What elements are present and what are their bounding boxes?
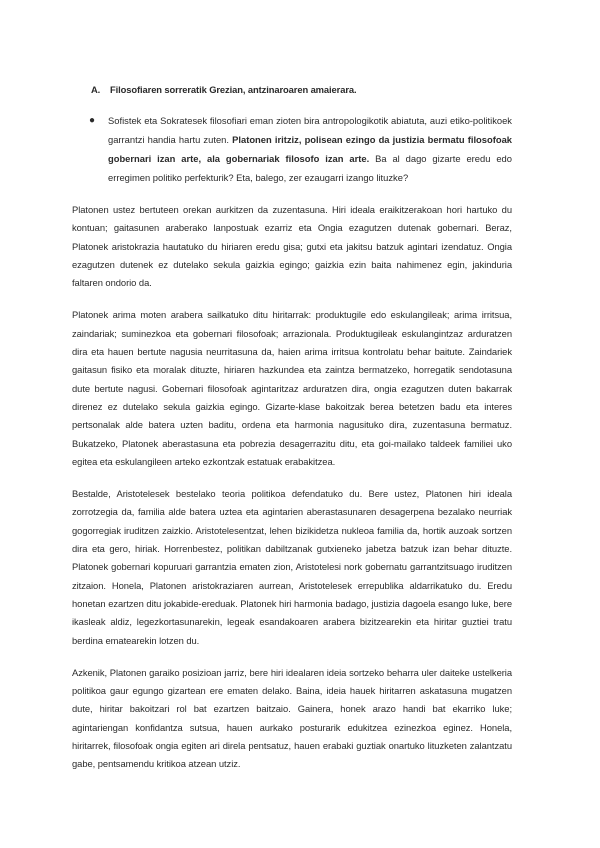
section-title: Filosofiaren sorreratik Grezian, antzinaroaren amaierara.: [110, 84, 357, 95]
bullet-dot-icon: ●: [89, 115, 96, 126]
paragraph-3: Bestalde, Aristotelesek bestelako teoria politikoa defendatuko du. Bere ustez, Platonen hiri ideala zorrotzegia da, familia alde batera uztea eta agintarien aberastasunaren desagerpena bezalako neurriak gogorregiak iruditzen zaizkio. Aristotelesentzat, lehen bizikidetza nukleoa familia da, hortik auzoak sortzen dira eta gero, hiriak. Horrenbestez, politikan dabiltzanak gutxieneko jabetza batzuk izan behar dituzte. Platonek gobernari kopuruari garrantzia ematen zion, Aristotelesi nork gobernatu garrantzitsuago iruditzen zitzaion. Honela, Platonen aristokraziaren aurrean, Aristotelesek errepublika aldarrikatuko du. Eredu honetan ezartzen ditu jokabide-ereduak. Platonek hiri harmonia badago, justizia dagoela esango luke, bere ikasleak aldiz, legezkortasunarekin, legeak esandakoaren arabera bizitzearekin eta hiritar guztiei tratu berdina ematearekin lotzen du.: [72, 488, 512, 646]
question-bold-statement: Platonen iritziz, polisean ezingo da justizia bermatu filosofoak gobernari izan arte, ala gobernariak filosofo izan arte.: [108, 134, 512, 164]
paragraph-1: Platonen ustez bertuteen orekan aurkitzen da zuzentasuna. Hiri ideala eraikitzerakoan hori hartuko du kontuan; gaitasunen araberako lanpostuak ezarriz eta Ongia ezagutzen dutenak gobernari. Beraz, Platonek aristokrazia hautatuko du hiriaren eredu gisa; gutxi eta jakitsu batzuk agintari izendatuz. Ongia ezagutzen dutenek ez dutelako sekula gaizkia egingo; gaizkia ezin baita nahimenez egin, jakinduria faltaren ondorio da.: [72, 204, 512, 289]
section-marker: A.: [91, 84, 101, 95]
paragraph-4: Azkenik, Platonen garaiko posizioan jarriz, bere hiri idealaren ideia sortzeko beharra uler daiteke ustelkeria politikoa gaur egungo gizartean ere ematen delako. Baina, ideia hauek hiritarren askatasuna mugatzen dute, hiritar bakoitzari rol bat ezartzen baitzaio. Gainera, honek arazo handi bat ekarriko luke; agintariengan konfidantza sutsua, hauen aurkako posturarik edukitzea ezinezkoa eginez. Honela, hiritarrek, filosofoak ongia egiten ari direla pentsatuz, hauen erabaki guztiak onartuko lituzketen zalantzatu gabe, pentsamendu kritikoa atzean utziz.: [72, 666, 512, 770]
question-bullet: [89, 111, 512, 187]
section-heading: [91, 83, 512, 96]
question-intro: Sofistek eta Sokratesek filosofiari eman zioten bira antropologikotik abiatuta, auzi etiko-politikoek garrantzi handia hartu zuten.: [108, 115, 512, 145]
question-prompt: Ba al dago gizarte eredu edo erregimen politiko perfekturik? Eta, balego, zer ezaugarri izango lituzke?: [108, 153, 512, 183]
question-text: [108, 111, 512, 187]
paragraph-2: Platonek arima moten arabera sailkatuko ditu hiritarrak: produktugile edo eskulangileak; arima irritsua, zaindariak; suminezkoa eta gobernari filosofoak; arrazionala. Produktugileak eskulangintzaz arduratzen dira eta hauen bertute nagusia neurritasuna da, haien arima irritsua kontrolatu behar baitute. Zaindariek gaitasun fisiko eta moralak dituzte, hiriaren hazkundea eta zaintza bermatzeko, horregatik sendotasuna dute bertute nagusi. Gobernari filosofoak agintaritzaz arduratzen dira, ongia ezagutzen duten bakarrak direnez ez dutelako sekula gaizkia egingo. Gizarte-klase bakoitzak berea betetzen badu eta interes pertsonalak alde batera uzten baditu, ordena eta harmonia nagusituko dira, zuzentasuna bermatuz. Bukatzeko, Platonek aberastasuna eta pobrezia desagerrazitu ditu, eta goi-mailako taldeek familiei uko egitea eta eskulangileen arteko ezkontzak estatuak erabakitzea.: [72, 309, 512, 467]
